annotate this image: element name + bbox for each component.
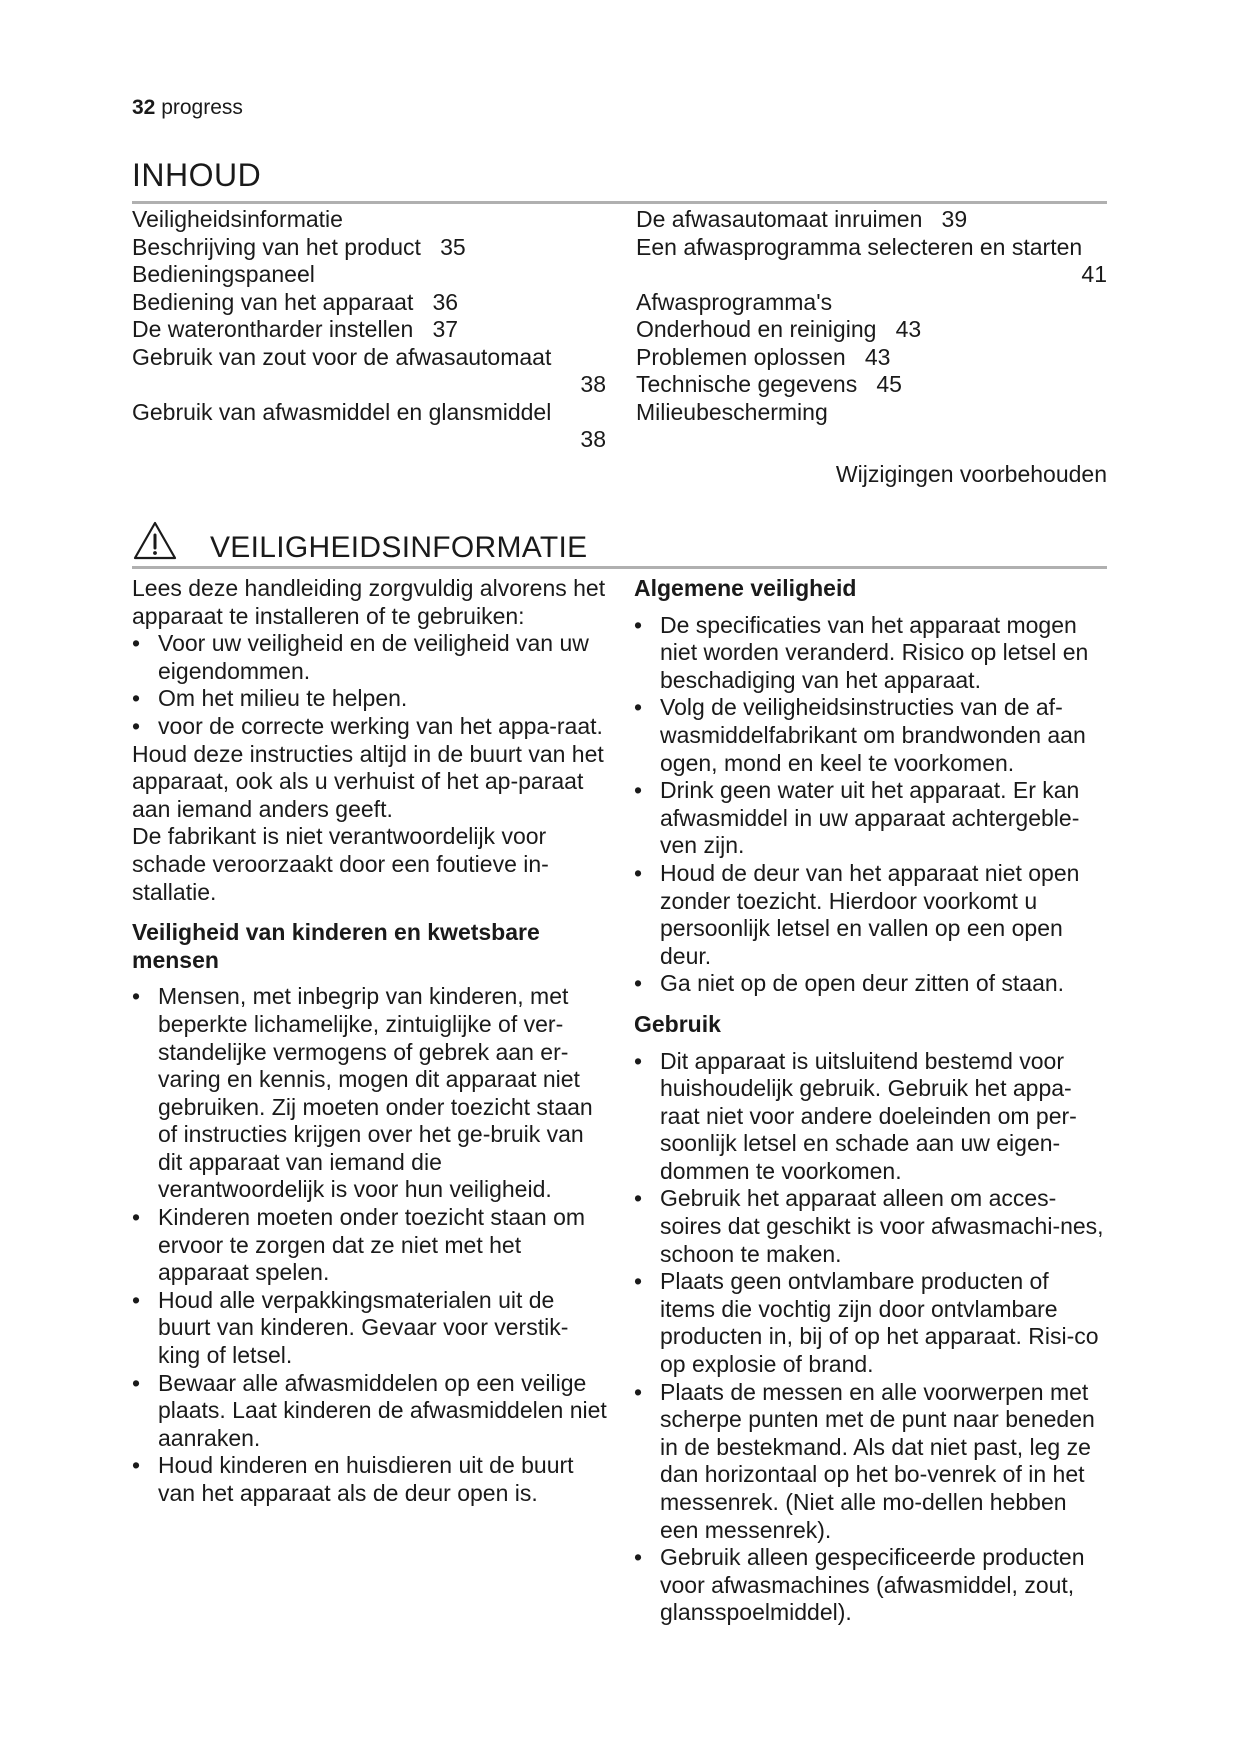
safety-left-column	[132, 575, 607, 1508]
list-item: • De specificaties van het apparaat mogen niet worden veranderd. Risico op letsel en beschadiging van het apparaat.	[634, 612, 1107, 695]
list-item: • Plaats de messen en alle voorwerpen met scherpe punten met de punt naar beneden in de bestekmand. Als dat niet past, leg ze dan horizontaal op het bo-venrek of in het messenrek. (Niet alle mo-dellen hebben een messenrek).	[634, 1379, 1107, 1545]
toc-entry-page: 41	[1081, 261, 1107, 287]
toc-entry[interactable]	[132, 206, 606, 234]
toc-entry-label: De afwasautomaat inruimen	[636, 206, 923, 232]
list-item: • voor de correcte werking van het appa-raat.	[132, 713, 607, 741]
toc-entry[interactable]	[132, 344, 606, 399]
toc-entry-page: 45	[876, 371, 902, 397]
list-item: • Drink geen water uit het apparaat. Er kan afwasmiddel in uw apparaat achtergeble-ven zijn.	[634, 777, 1107, 860]
safety-right-column	[634, 575, 1107, 1627]
toc-entry[interactable]	[636, 399, 1107, 427]
list-item: • Gebruik het apparaat alleen om acces-soires dat geschikt is voor afwasmachi-nes, schoon te maken.	[634, 1185, 1107, 1268]
safety-divider	[132, 566, 1107, 569]
list-item: • Dit apparaat is uitsluitend bestemd voor huishoudelijk gebruik. Gebruik het appa-raat niet voor andere doeleinden om per-soonlijk letsel en schade aan uw eigen-dommen te voorkomen.	[634, 1048, 1107, 1186]
toc-entry[interactable]	[636, 371, 1107, 399]
toc-entry[interactable]	[132, 234, 606, 262]
intro-paragraph: Lees deze handleiding zorgvuldig alvorens het apparaat te installeren of te gebruiken:	[132, 575, 606, 629]
toc-entry[interactable]	[636, 234, 1107, 289]
safety-section-title: VEILIGHEIDSINFORMATIE	[210, 531, 588, 564]
list-item: • Kinderen moeten onder toezicht staan om ervoor te zorgen dat ze niet met het apparaat spelen.	[132, 1204, 607, 1287]
list-item: • Voor uw veiligheid en de veiligheid van uw eigendommen.	[132, 630, 607, 685]
list-item: • Houd alle verpakkingsmaterialen uit de buurt van kinderen. Gevaar voor verstik-king of letsel.	[132, 1287, 607, 1370]
list-item: • Mensen, met inbegrip van kinderen, met beperkte lichamelijke, zintuiglijke of ver-standelijke vermogens of gebrek aan er-varing en kennis, mogen dit apparaat niet gebruiken. Zij moeten onder toezicht staan of instructies krijgen over het ge-bruik van dit apparaat van iemand die verantwoordelijk is voor hun veiligheid.	[132, 983, 607, 1204]
toc-entry-page: 38	[580, 426, 606, 452]
list-item: • Om het milieu te helpen.	[132, 685, 607, 713]
toc-entry-label: Milieubescherming	[636, 398, 828, 425]
use-list	[634, 1048, 1107, 1627]
toc-entry-label: De waterontharder instellen	[132, 316, 414, 342]
toc-entry-label: Problemen oplossen	[636, 343, 846, 370]
general-safety-heading: Algemene veiligheid	[634, 575, 857, 601]
general-safety-list	[634, 612, 1107, 998]
toc-entry-label: Bedieningspaneel	[132, 261, 315, 287]
toc-right-column	[636, 206, 1107, 426]
toc-entry-label: Gebruik van zout voor de afwasautomaat	[132, 343, 552, 370]
toc-entry[interactable]	[132, 399, 606, 454]
toc-entry[interactable]	[132, 289, 606, 317]
toc-left-column	[132, 206, 606, 454]
toc-entry-label: Onderhoud en reiniging	[636, 316, 877, 342]
liability-paragraph: De fabrikant is niet verantwoordelijk voor schade veroorzaakt door een foutieve in-stallatie.	[132, 823, 549, 905]
list-item: • Gebruik alleen gespecificeerde producten voor afwasmachines (afwasmiddel, zout, glansspoelmiddel).	[634, 1544, 1107, 1627]
children-safety-heading: Veiligheid van kinderen en kwetsbare mensen	[132, 919, 540, 973]
list-item: • Ga niet op de open deur zitten of staan.	[634, 970, 1107, 998]
intro-bullet-list	[132, 630, 607, 740]
toc-entry-page: 36	[432, 288, 459, 315]
children-safety-list	[132, 983, 607, 1507]
toc-entry-page: 37	[432, 316, 459, 342]
list-item: • Houd de deur van het apparaat niet open zonder toezicht. Hierdoor voorkomt u persoonlijk letsel en vallen op een open deur.	[634, 860, 1107, 970]
keep-instructions-paragraph: Houd deze instructies altijd in de buurt van het apparaat, ook als u verhuist of het ap-paraat aan iemand anders geeft.	[132, 740, 604, 822]
toc-entry[interactable]	[132, 316, 606, 344]
page-header	[132, 96, 243, 120]
toc-entry[interactable]	[132, 261, 606, 289]
toc-title: INHOUD	[132, 157, 262, 193]
toc-entry-page: 35	[440, 233, 466, 260]
toc-entry-page: 43	[864, 343, 891, 370]
toc-divider	[132, 201, 1107, 204]
toc-entry[interactable]	[636, 316, 1107, 344]
toc-entry[interactable]	[636, 344, 1107, 372]
page-number: 32	[132, 96, 156, 119]
toc-entry-label: Beschrijving van het product	[132, 233, 421, 260]
toc-entry-label: Gebruik van afwasmiddel en glansmiddel	[132, 398, 552, 425]
changes-note: Wijzigingen voorbehouden	[835, 461, 1107, 487]
toc-entry-label: Veiligheidsinformatie	[132, 206, 343, 232]
toc-entry-label: Technische gegevens	[636, 371, 858, 397]
toc-entry-page: 38	[580, 371, 606, 397]
toc-entry[interactable]	[636, 289, 1107, 317]
toc-entry-label: Bediening van het apparaat	[132, 288, 414, 315]
toc-entry-page: 43	[895, 316, 922, 342]
toc-entry-label: Een afwasprogramma selecteren en starten	[636, 233, 1083, 260]
use-heading: Gebruik	[634, 1010, 721, 1037]
list-item: • Houd kinderen en huisdieren uit de buurt van het apparaat als de deur open is.	[132, 1452, 607, 1507]
toc-entry[interactable]	[636, 206, 1107, 234]
warning-triangle-icon	[132, 520, 178, 562]
toc-entry-page: 39	[941, 206, 968, 232]
brand-name: progress	[161, 96, 243, 119]
list-item: • Bewaar alle afwasmiddelen op een veilige plaats. Laat kinderen de afwasmiddelen niet aanraken.	[132, 1370, 607, 1453]
list-item: • Plaats geen ontvlambare producten of items die vochtig zijn door ontvlambare producten in, bij of op het apparaat. Risi-co op explosie of brand.	[634, 1268, 1107, 1378]
list-item: • Volg de veiligheidsinstructies van de af-wasmiddelfabrikant om brandwonden aan ogen, mond en keel te voorkomen.	[634, 694, 1107, 777]
toc-entry-label: Afwasprogramma's	[636, 288, 833, 315]
